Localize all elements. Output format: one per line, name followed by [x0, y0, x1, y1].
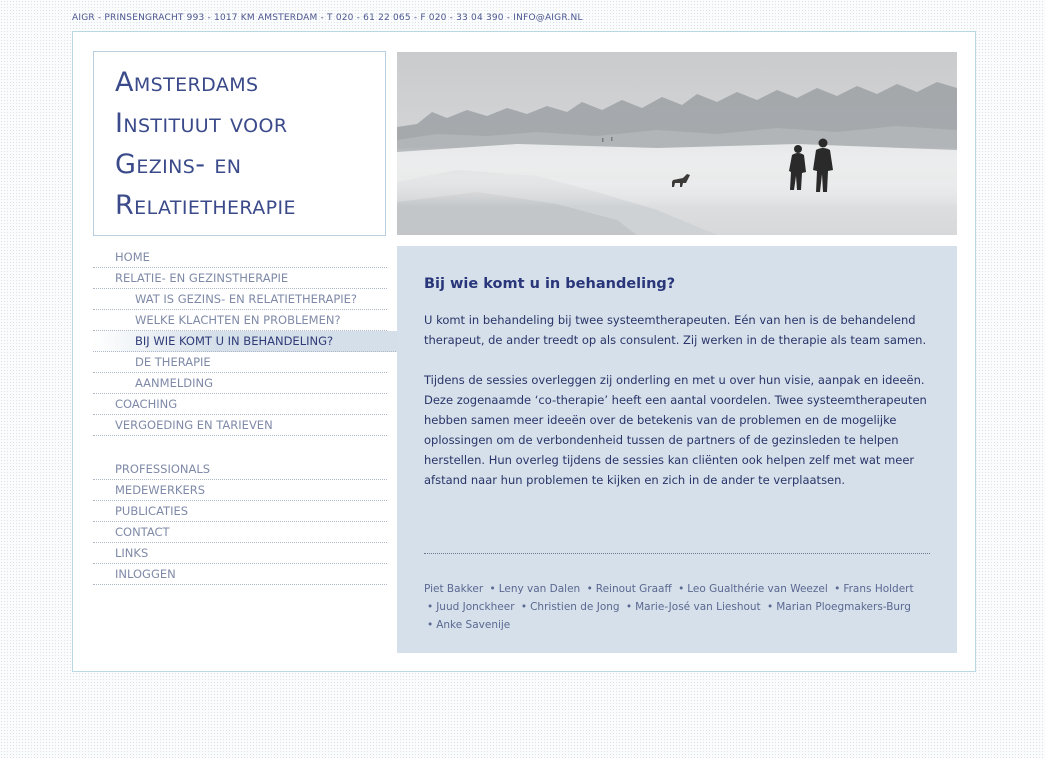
team-member-name: Leny van Dalen: [498, 583, 581, 595]
nav-publicaties[interactable]: PUBLICATIES: [93, 501, 387, 522]
logo-line-4: Relatietherapie: [115, 190, 296, 221]
nav-welke-klachten[interactable]: WELKE KLACHTEN EN PROBLEMEN?: [93, 310, 387, 331]
team-separator: •: [427, 601, 434, 613]
hero-winter-landscape-image: [397, 52, 957, 235]
logo-line-2: Instituut voor: [115, 108, 288, 139]
logo[interactable]: [93, 51, 386, 236]
team-member-name: Leo Gualthérie van Weezel: [687, 583, 828, 595]
nav-relatie-gezinstherapie[interactable]: RELATIE- EN GEZINSTHERAPIE: [93, 268, 387, 289]
logo-line-1: Amsterdams: [115, 67, 259, 98]
team-member-name: Marian Ploegmakers-Burg: [776, 601, 911, 613]
nav-home[interactable]: HOME: [93, 247, 387, 268]
team-member-name: Juud Jonckheer: [436, 601, 515, 613]
team-separator: •: [625, 601, 633, 613]
main-navigation: [93, 247, 387, 585]
team-separator: •: [520, 601, 528, 613]
logo-text: [115, 62, 296, 226]
team-separator: •: [834, 583, 841, 595]
nav-professionals[interactable]: PROFESSIONALS: [93, 459, 387, 480]
nav-vergoeding-tarieven[interactable]: VERGOEDING EN TARIEVEN: [93, 415, 387, 436]
nav-bij-wie-komt-u[interactable]: BIJ WIE KOMT U IN BEHANDELING?: [93, 331, 398, 352]
nav-spacer: [93, 436, 387, 459]
team-member-list: [424, 580, 934, 634]
logo-line-3: Gezins- en: [115, 149, 242, 180]
team-separator: •: [767, 601, 774, 613]
contact-bar: AIGR - PRINSENGRACHT 993 - 1017 KM AMSTERDAM - T 020 - 61 22 065 - F 020 - 33 04 390 - INFO@AIGR.NL: [72, 13, 583, 23]
team-separator: •: [489, 583, 496, 595]
team-separator: •: [427, 619, 434, 631]
nav-contact[interactable]: CONTACT: [93, 522, 387, 543]
nav-coaching[interactable]: COACHING: [93, 394, 387, 415]
content-panel: [397, 246, 957, 653]
hero-image: [397, 52, 957, 235]
team-member-name: Reinout Graaff: [595, 583, 672, 595]
team-separator: •: [678, 583, 685, 595]
article-body: [424, 310, 934, 510]
nav-de-therapie[interactable]: DE THERAPIE: [93, 352, 387, 373]
paragraph-2: Tijdens de sessies overleggen zij onderling en met u over hun visie, aanpak en ideeën. Deze zogenaamde ‘co-therapie’ heeft een aantal voordelen. Twee systeemtherapeuten hebben samen meer ideeën over de betekenis van de problemen en de mogelijke oplossingen om de verbondenheid tussen de partners of de gezinsleden te helpen herstellen. Hun overleg tijdens de sessies kan cliënten ook helpen zelf met wat meer afstand naar hun problemen te kijken en zich in de ander te verplaatsen.: [424, 373, 927, 487]
team-member-name: Marie-José van Lieshout: [635, 601, 761, 613]
team-member-name: Piet Bakker: [424, 583, 484, 595]
nav-inloggen[interactable]: INLOGGEN: [93, 564, 387, 585]
page-frame: [72, 31, 976, 672]
team-separator: •: [586, 583, 593, 595]
paragraph-1: U komt in behandeling bij twee systeemtherapeuten. Eén van hen is de behandelend therapeut, de ander treedt op als consulent. Zij werken in de therapie als team samen.: [424, 313, 927, 347]
nav-links[interactable]: LINKS: [93, 543, 387, 564]
team-member-name: Frans Holdert: [843, 583, 914, 595]
nav-medewerkers[interactable]: MEDEWERKERS: [93, 480, 387, 501]
page-title: Bij wie komt u in behandeling?: [424, 276, 676, 292]
dotted-divider: [424, 553, 930, 554]
nav-wat-is-therapie[interactable]: WAT IS GEZINS- EN RELATIETHERAPIE?: [93, 289, 387, 310]
team-member-name: Christien de Jong: [530, 601, 620, 613]
nav-aanmelding[interactable]: AANMELDING: [93, 373, 387, 394]
team-member-name: Anke Savenije: [436, 619, 511, 631]
